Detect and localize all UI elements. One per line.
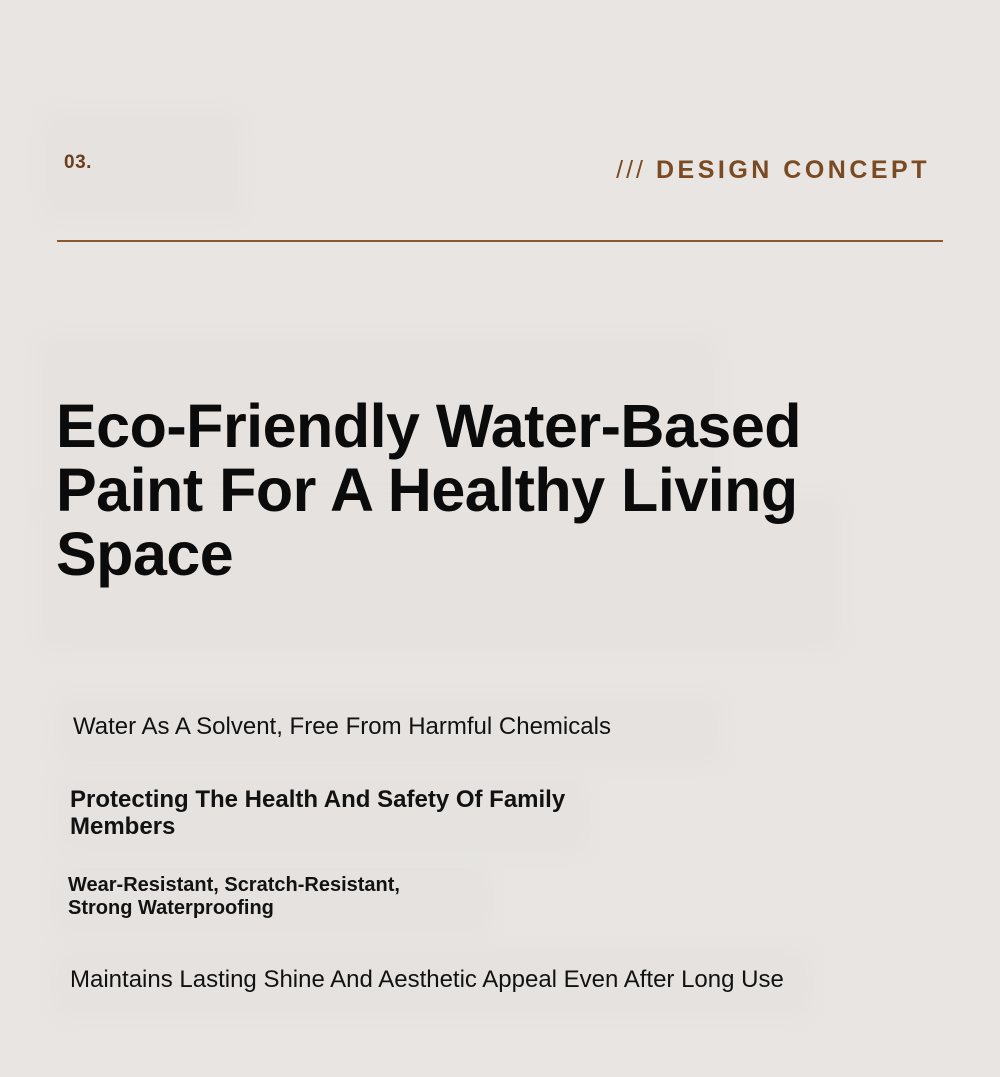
section-label: [616, 156, 930, 185]
feature-item-health: Protecting The Health And Safety Of Family Members: [70, 786, 566, 840]
section-title: DESIGN CONCEPT: [655, 156, 930, 184]
feature-item-durability: Wear-Resistant, Scratch-Resistant, Strong Waterproofing: [68, 874, 400, 919]
section-slashes: ///: [616, 156, 646, 184]
header-divider: [57, 240, 943, 242]
headline: Eco-Friendly Water-Based Paint For A Healthy Living Space: [56, 392, 802, 588]
page-number: 03.: [64, 152, 92, 173]
feature-item-shine: Maintains Lasting Shine And Aesthetic Appeal Even After Long Use: [70, 966, 784, 993]
feature-item-solvent: Water As A Solvent, Free From Harmful Chemicals: [73, 713, 611, 740]
